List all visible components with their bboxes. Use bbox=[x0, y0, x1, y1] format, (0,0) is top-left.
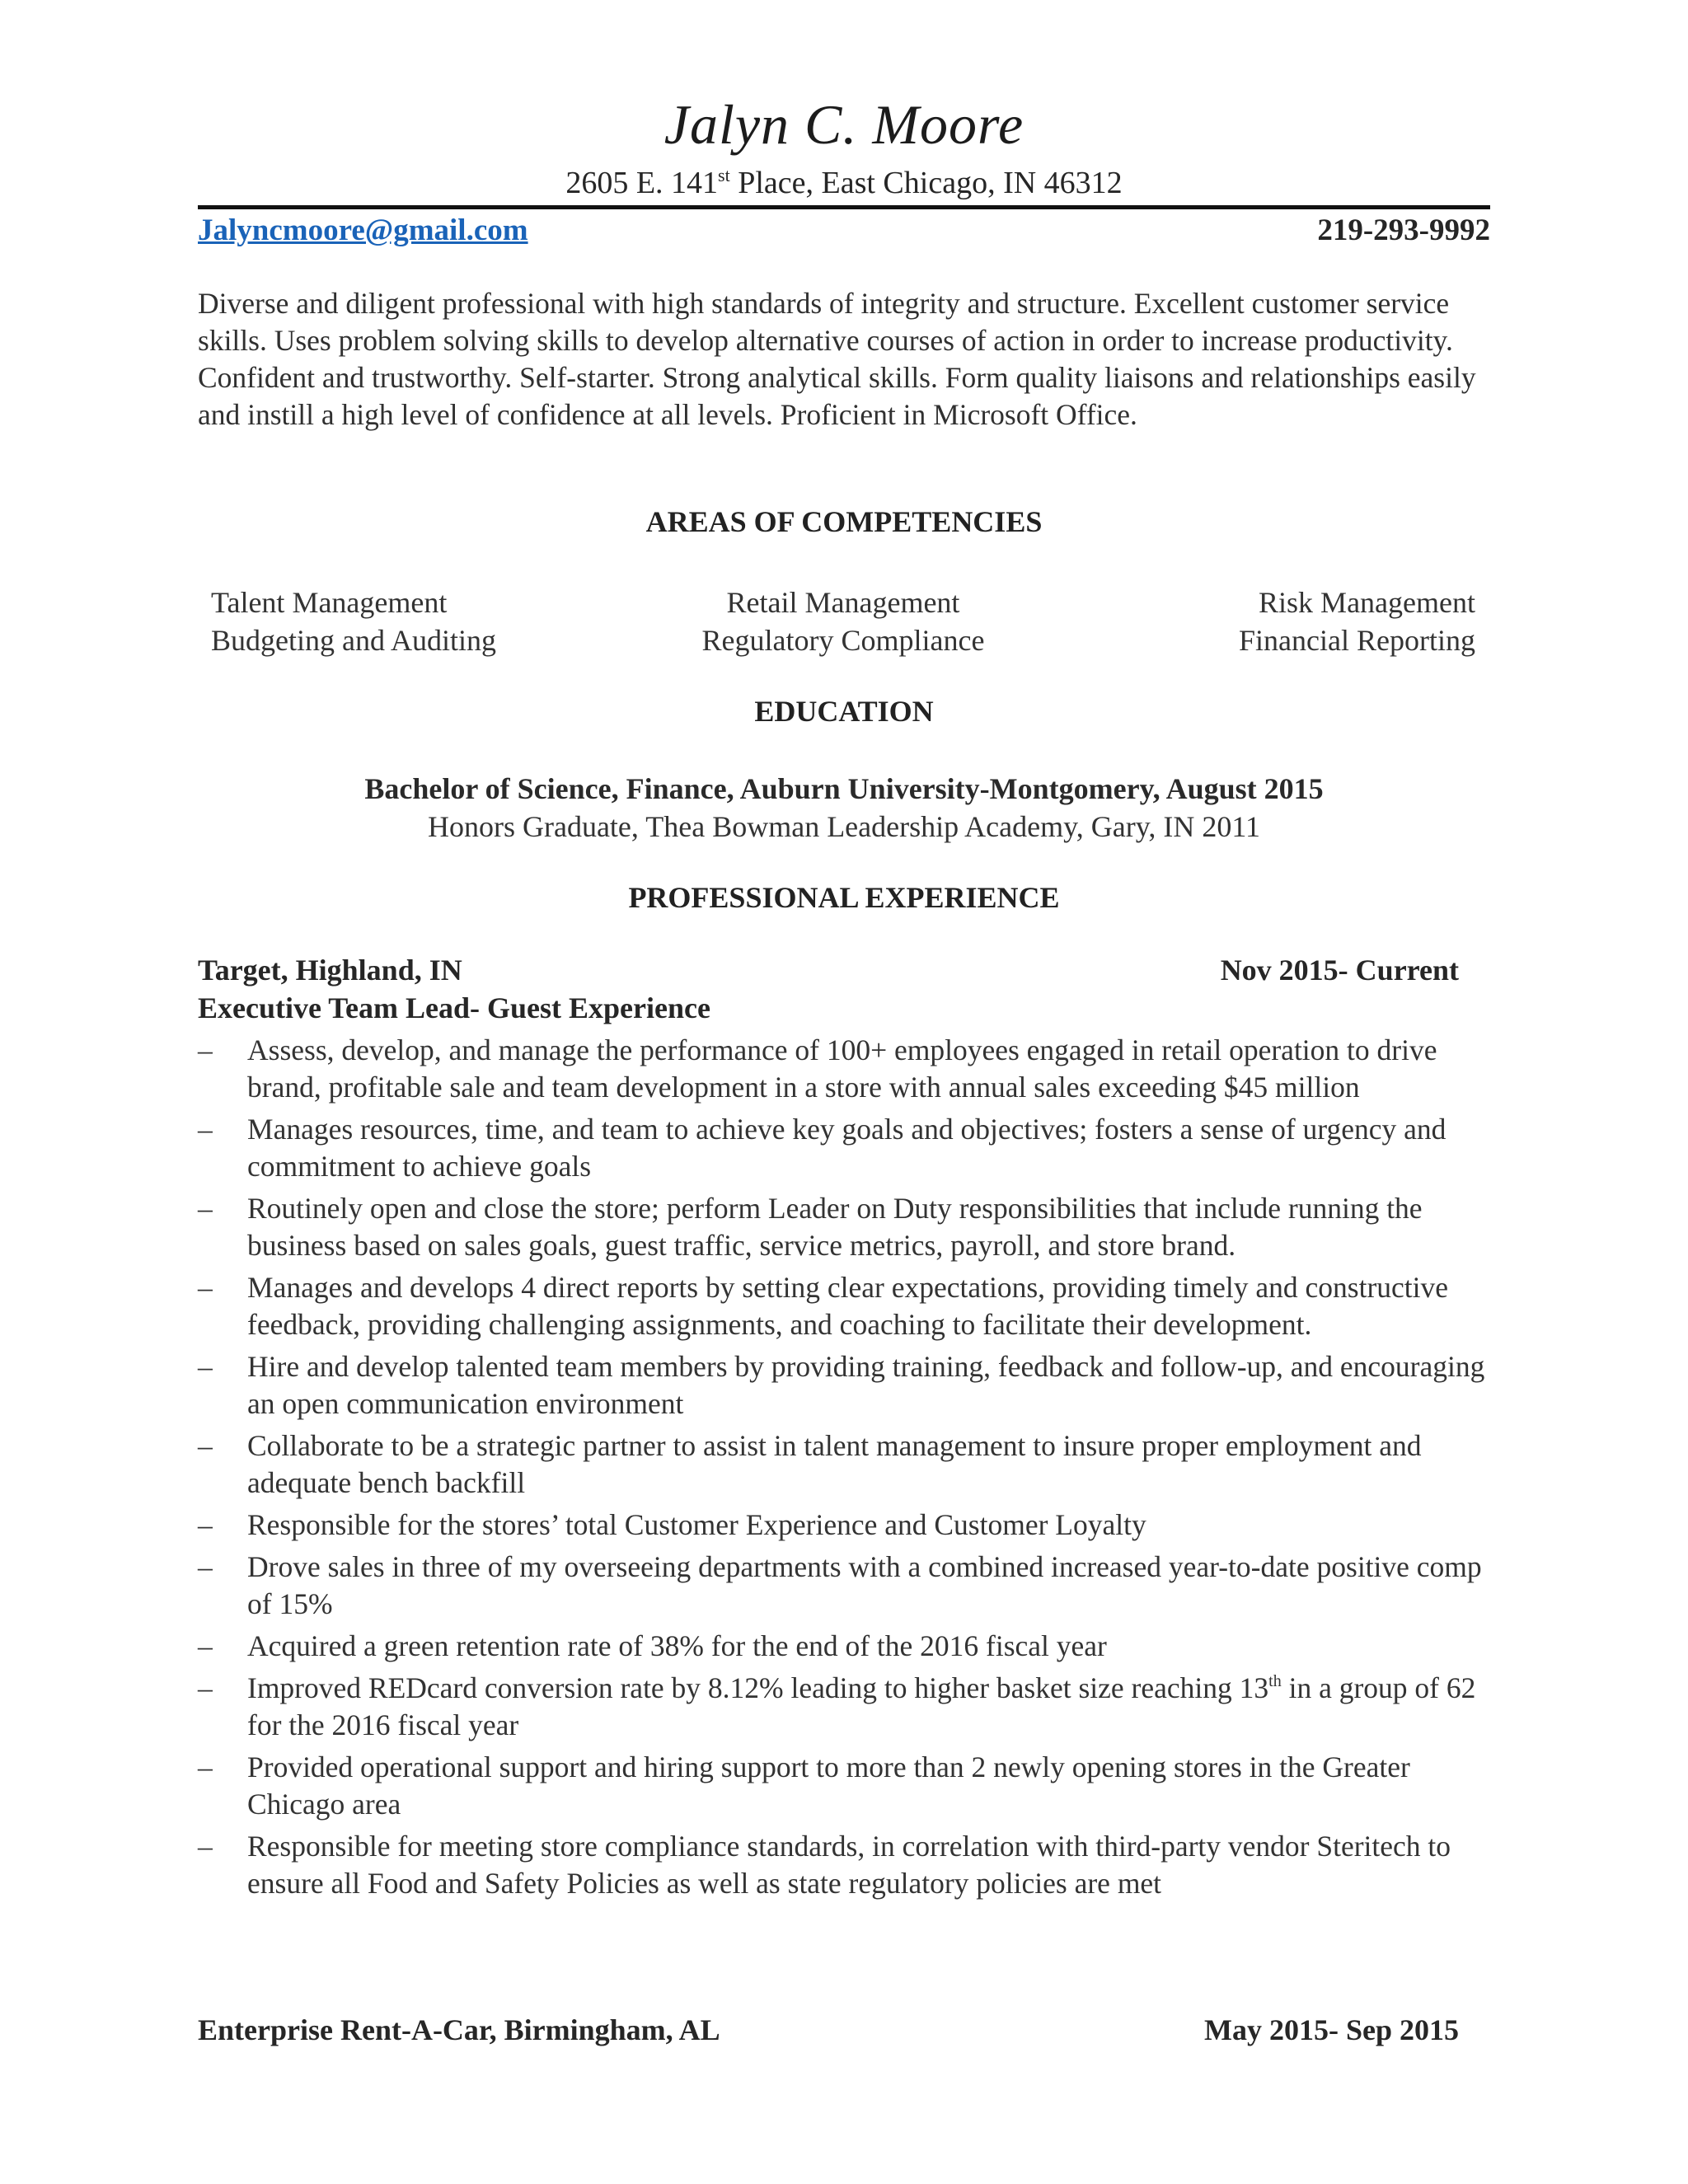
job-dates: Nov 2015- Current bbox=[1220, 954, 1459, 987]
address-line bbox=[0, 165, 1688, 201]
bullet-text: Improved REDcard conversion rate by 8.12% leading to higher basket size reaching 13 bbox=[247, 1671, 1269, 1704]
bullet-text: Collaborate to be a strategic partner to assist in talent management to insure proper employment and adequate bench backfill bbox=[247, 1429, 1422, 1499]
list-item bbox=[198, 1269, 1500, 1343]
list-item bbox=[198, 1427, 1500, 1502]
bullet-dash-icon: – bbox=[198, 1508, 213, 1541]
bullet-text: Acquired a green retention rate of 38% for the end of the 2016 fiscal year bbox=[247, 1629, 1107, 1662]
competency-item: Talent Management bbox=[211, 586, 448, 619]
job-bullet-list bbox=[198, 1032, 1500, 1907]
bullet-text: Assess, develop, and manage the performance of 100+ employees engaged in retail operation to drive brand, profitable sale and team development in a store with annual sales exceeding $45 million bbox=[247, 1033, 1437, 1104]
bullet-dash-icon: – bbox=[198, 1429, 213, 1462]
competencies-row bbox=[211, 583, 1475, 621]
job-header-enterprise bbox=[198, 2013, 1459, 2047]
bullet-dash-icon: – bbox=[198, 1192, 213, 1225]
email-link[interactable]: Jalyncmoore@gmail.com bbox=[198, 213, 528, 247]
address-city: Place, East Chicago, IN 46312 bbox=[729, 166, 1123, 200]
bullet-text: Hire and develop talented team members by providing training, feedback and follow-up, and encouraging an open communication environment bbox=[247, 1350, 1485, 1420]
competencies-grid bbox=[211, 583, 1475, 659]
job-title: Executive Team Lead- Guest Experience bbox=[198, 991, 710, 1024]
list-item bbox=[198, 1190, 1500, 1264]
job-company: Enterprise Rent-A-Car, Birmingham, AL bbox=[198, 2013, 720, 2046]
job-dates: May 2015- Sep 2015 bbox=[1204, 2013, 1459, 2046]
list-item bbox=[198, 1549, 1500, 1623]
list-item bbox=[198, 1348, 1500, 1422]
bullet-dash-icon: – bbox=[198, 1629, 213, 1662]
bullet-dash-icon: – bbox=[198, 1033, 213, 1066]
bullet-dash-icon: – bbox=[198, 1113, 213, 1146]
competency-item: Financial Reporting bbox=[1239, 624, 1475, 657]
professional-summary: Diverse and diligent professional with high standards of integrity and structure. Excellent customer service skills. Uses problem solving skills to develop alternative courses of action in order to increase productivity. Confident and trustworthy. Self-starter. Strong analytical skills. Form quality liaisons and relationships easily and instill a high level of confidence at all levels. Proficient in Microsoft Office. bbox=[198, 287, 1476, 431]
bullet-text: Responsible for the stores’ total Customer Experience and Customer Loyalty bbox=[247, 1508, 1146, 1541]
address-ordinal: st bbox=[718, 165, 730, 185]
education-honors: Honors Graduate, Thea Bowman Leadership Academy, Gary, IN 2011 bbox=[427, 810, 1261, 843]
bullet-text: in a group of 62 for the 2016 fiscal year bbox=[247, 1671, 1476, 1741]
education-degree: Bachelor of Science, Finance, Auburn University-Montgomery, August 2015 bbox=[364, 772, 1324, 805]
header-divider bbox=[198, 205, 1490, 209]
bullet-text: Responsible for meeting store compliance standards, in correlation with third-party vendor Steritech to ensure all Food and Safety Policies as well as state regulatory policies are met bbox=[247, 1830, 1451, 1900]
bullet-dash-icon: – bbox=[198, 1671, 213, 1704]
bullet-text: Manages resources, time, and team to achieve key goals and objectives; fosters a sense of urgency and commitment to achieve goals bbox=[247, 1113, 1447, 1183]
experience-heading: PROFESSIONAL EXPERIENCE bbox=[628, 881, 1060, 914]
bullet-text: Drove sales in three of my overseeing departments with a combined increased year-to-date positive comp of 15% bbox=[247, 1550, 1482, 1620]
bullet-text: Manages and develops 4 direct reports by setting clear expectations, providing timely and constructive feedback, providing challenging assignments, and coaching to facilitate their development. bbox=[247, 1271, 1449, 1341]
list-item bbox=[198, 1749, 1500, 1823]
competency-item: Risk Management bbox=[1259, 586, 1475, 619]
bullet-ordinal: th bbox=[1268, 1672, 1282, 1690]
bullet-dash-icon: – bbox=[198, 1271, 213, 1304]
job-company: Target, Highland, IN bbox=[198, 954, 462, 987]
bullet-dash-icon: – bbox=[198, 1350, 213, 1383]
bullet-dash-icon: – bbox=[198, 1830, 213, 1863]
list-item bbox=[198, 1628, 1500, 1665]
bullet-text: Routinely open and close the store; perform Leader on Duty responsibilities that include running the business based on sales goals, guest traffic, service metrics, payroll, and store brand. bbox=[247, 1192, 1423, 1262]
competencies-heading: AREAS OF COMPETENCIES bbox=[645, 505, 1043, 538]
education-heading: EDUCATION bbox=[754, 695, 934, 728]
bullet-dash-icon: – bbox=[198, 1550, 213, 1583]
competency-item: Regulatory Compliance bbox=[701, 624, 985, 657]
competency-item: Budgeting and Auditing bbox=[211, 624, 496, 657]
list-item bbox=[198, 1507, 1500, 1544]
list-item bbox=[198, 1670, 1500, 1744]
list-item bbox=[198, 1032, 1500, 1106]
phone-number: 219-293-9992 bbox=[1317, 213, 1490, 247]
competencies-row bbox=[211, 621, 1475, 659]
candidate-name: Jalyn C. Moore bbox=[663, 93, 1025, 156]
competency-item: Retail Management bbox=[726, 586, 960, 619]
bullet-dash-icon: – bbox=[198, 1750, 213, 1783]
list-item bbox=[198, 1111, 1500, 1185]
job-header-target bbox=[198, 953, 1459, 987]
bullet-text: Provided operational support and hiring support to more than 2 newly opening stores in the Greater Chicago area bbox=[247, 1750, 1410, 1821]
list-item bbox=[198, 1828, 1500, 1902]
address-street: 2605 E. 141 bbox=[565, 166, 719, 200]
